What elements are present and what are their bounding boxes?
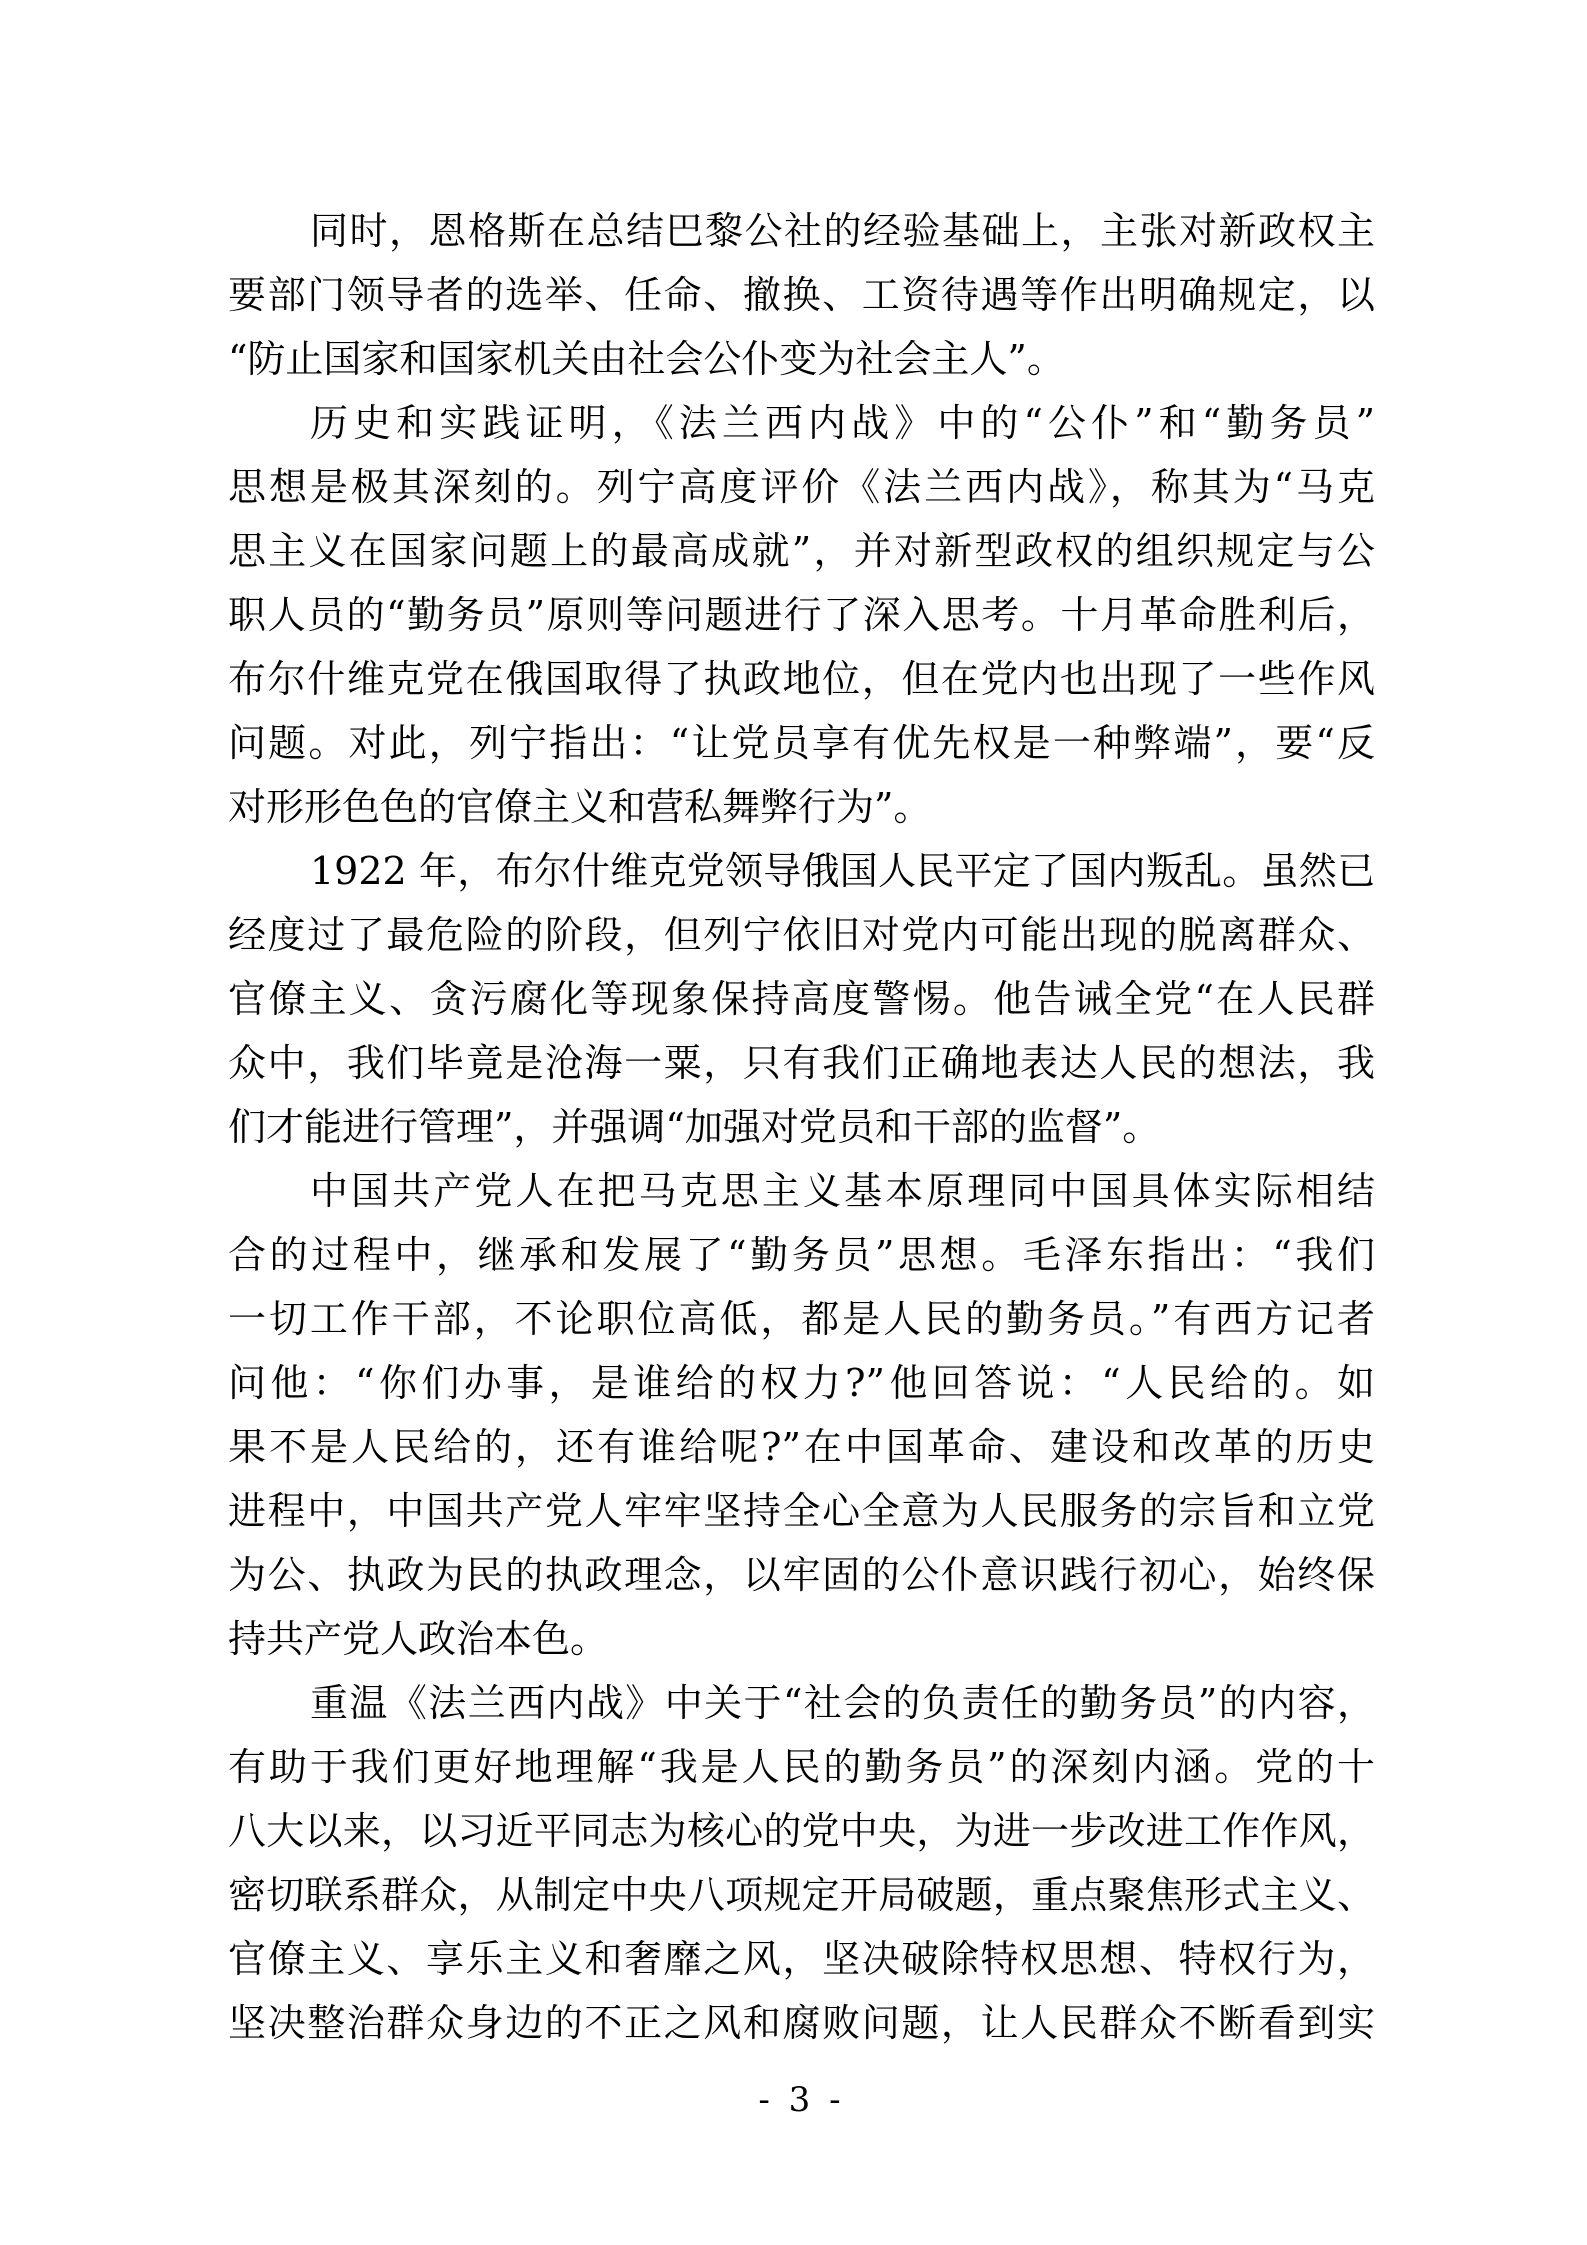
text-line: 众中，我们毕竟是沧海一粟，只有我们正确地表达人民的想法，我 [228,1041,1375,1085]
page-footer [228,2078,1375,2122]
text-line: 们才能进行管理”，并强调“加强对党员和干部的监督”。 [228,1105,1161,1149]
text-line: 坚决整治群众身边的不正之风和腐败问题，让人民群众不断看到实 [228,2001,1375,2045]
text-line: 一切工作干部，不论职位高低，都是人民的勤务员。”有西方记者 [228,1297,1375,1341]
text-line: 重温《法兰西内战》中关于“社会的负责任的勤务员”的内容， [310,1681,1375,1725]
text-line: 对形形色色的官僚主义和营私舞弊行为”。 [228,785,932,829]
text-line: 八大以来，以习近平同志为核心的党中央，为进一步改进工作作风， [228,1809,1375,1853]
text-line: 官僚主义、享乐主义和奢靡之风，坚决破除特权思想、特权行为， [228,1937,1375,1981]
text-line: “防止国家和国家机关由社会公仆变为社会主人”。 [228,337,1065,381]
page-number: - 3 - [758,2080,845,2120]
text-line: 思主义在国家问题上的最高成就”，并对新型政权的组织规定与公 [228,529,1375,573]
text-line: 经度过了最危险的阶段，但列宁依旧对党内可能出现的脱离群众、 [228,913,1375,957]
text-line: 果不是人民给的，还有谁给呢?”在中国革命、建设和改革的历史 [228,1425,1375,1469]
text-line: 有助于我们更好地理解“我是人民的勤务员”的深刻内涵。党的十 [228,1745,1375,1789]
text-line: 历史和实践证明，《法兰西内战》中的“公仆”和“勤务员” [310,401,1375,445]
text-line: 1922 年，布尔什维克党领导俄国人民平定了国内叛乱。虽然已 [310,849,1375,893]
text-line: 持共产党人政治本色。 [228,1617,609,1661]
text-line: 中国共产党人在把马克思主义基本原理同中国具体实际相结 [310,1169,1375,1213]
text-line: 问题。对此，列宁指出：“让党员享有优先权是一种弊端”，要“反 [228,721,1375,765]
text-line: 合的过程中，继承和发展了“勤务员”思想。毛泽东指出：“我们 [228,1233,1375,1277]
document-body [228,199,1375,2055]
text-line: 要部门领导者的选举、任命、撤换、工资待遇等作出明确规定，以 [228,273,1375,317]
text-line: 为公、执政为民的执政理念，以牢固的公仆意识践行初心，始终保 [228,1553,1375,1597]
text-line: 思想是极其深刻的。列宁高度评价《法兰西内战》，称其为“马克 [228,465,1375,509]
text-line: 问他：“你们办事，是谁给的权力?”他回答说：“人民给的。如 [228,1361,1375,1405]
text-line: 布尔什维克党在俄国取得了执政地位，但在党内也出现了一些作风 [228,657,1375,701]
text-line: 进程中，中国共产党人牢牢坚持全心全意为人民服务的宗旨和立党 [228,1489,1375,1533]
text-line: 官僚主义、贪污腐化等现象保持高度警惕。他告诫全党“在人民群 [228,977,1375,1021]
text-line: 同时，恩格斯在总结巴黎公社的经验基础上，主张对新政权主 [310,209,1375,253]
text-line: 职人员的“勤务员”原则等问题进行了深入思考。十月革命胜利后， [228,593,1375,637]
text-line: 密切联系群众，从制定中央八项规定开局破题，重点聚焦形式主义、 [228,1873,1375,1917]
